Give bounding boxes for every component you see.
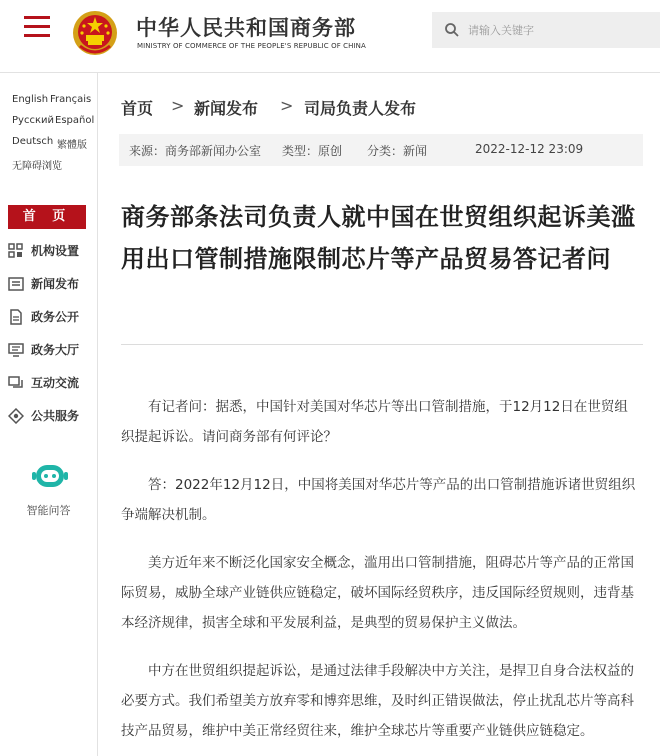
sidebar-item-label: 政务公开 [31,310,80,324]
assistant-label[interactable]: 智能问答 [26,504,71,517]
news-icon [8,276,24,292]
sidebar-item-organization[interactable] [8,240,94,262]
sidebar-item-label: 政务大厅 [31,343,80,357]
meta-datetime: 2022-12-12 23:09 [475,142,584,156]
lang-english-link[interactable]: English [12,94,49,105]
site-header [0,0,660,72]
meta-source: 来源：商务部新闻办公室 [129,144,262,158]
hall-screen-icon [8,342,24,358]
breadcrumb-home[interactable]: 首页 [121,99,154,118]
sidebar-item-label: 公共服务 [31,409,80,423]
chevron-right-icon: > [280,96,294,115]
search-icon[interactable] [444,22,460,38]
article-title: 商务部条法司负责人就中国在世贸组织起诉美滥用出口管制措施限制芯片等产品贸易答记者问 [121,203,636,273]
article-paragraph: 美方近年来不断泛化国家安全概念，滥用出口管制措施，阻碍芯片等产品的正常国际贸易，威胁全球产业链供应链稳定，破坏国际经贸秩序，违反国际经贸规则，违背基本经济规律，损害全球和平发展利益，是典型的贸易保护主义做法。 [121,555,634,631]
lang-german-link[interactable]: Deutsch [12,136,54,147]
assistant-robot-icon[interactable] [32,463,68,489]
menu-icon[interactable] [24,16,50,40]
meta-type: 类型：原创 [282,144,343,158]
breadcrumb-news[interactable]: 新闻发布 [194,99,259,118]
service-icon [8,408,24,424]
header-divider [0,72,660,73]
sidebar-item-label: 互动交流 [31,376,80,390]
national-emblem-icon[interactable] [72,8,118,58]
search-box [432,12,660,48]
sidebar-item-public-affairs[interactable] [8,306,94,328]
chevron-right-icon: > [171,96,185,115]
breadcrumb-bureau-release[interactable]: 司局负责人发布 [304,99,417,118]
search-input[interactable] [468,12,654,48]
lang-french-link[interactable]: Français [50,94,92,105]
site-logo-subtitle: MINISTRY OF COMMERCE OF THE PEOPLE'S REPUBLIC OF CHINA [137,42,366,50]
sidebar-item-service-hall[interactable] [8,339,94,361]
article-paragraph: 有记者问：据悉，中国针对美国对华芯片等出口管制措施，于12月12日在世贸组织提起诉讼。请问商务部有何评论？ [121,399,628,445]
document-icon [8,309,24,325]
lang-russian-link[interactable]: Русский [12,115,54,126]
org-grid-icon [8,243,24,259]
sidebar-item-interaction[interactable] [8,372,94,394]
sidebar-item-public-service[interactable] [8,405,94,427]
sidebar-item-label: 机构设置 [31,244,80,258]
sidebar-home-button[interactable]: 首 页 [8,205,86,229]
sidebar [0,73,98,756]
article-paragraph: 中方在世贸组织提起诉讼，是通过法律手段解决中方关注，是捍卫自身合法权益的必要方式。我们希望美方放弃零和博弈思维，及时纠正错误做法，停止扰乱芯片等高科技产品贸易，维护中美正常经贸往来，维护全球芯片等重要产业链供应链稳定。 [121,663,634,739]
sidebar-item-label: 新闻发布 [31,277,80,291]
article-meta-bar [119,134,643,166]
lang-spanish-link[interactable]: Español [55,115,95,126]
chat-icon [8,375,24,391]
meta-category: 分类：新闻 [367,144,428,158]
sidebar-item-news[interactable] [8,273,94,295]
article-paragraph: 答：2022年12月12日，中国将美国对华芯片等产品的出口管制措施诉诸世贸组织争端解决机制。 [121,477,636,523]
site-logo-title[interactable]: 中华人民共和国商务部 [136,16,356,40]
accessibility-link[interactable]: 无障碍浏览 [12,161,62,172]
title-divider [121,344,643,345]
lang-traditional-chinese-link[interactable]: 繁體版 [57,140,87,151]
